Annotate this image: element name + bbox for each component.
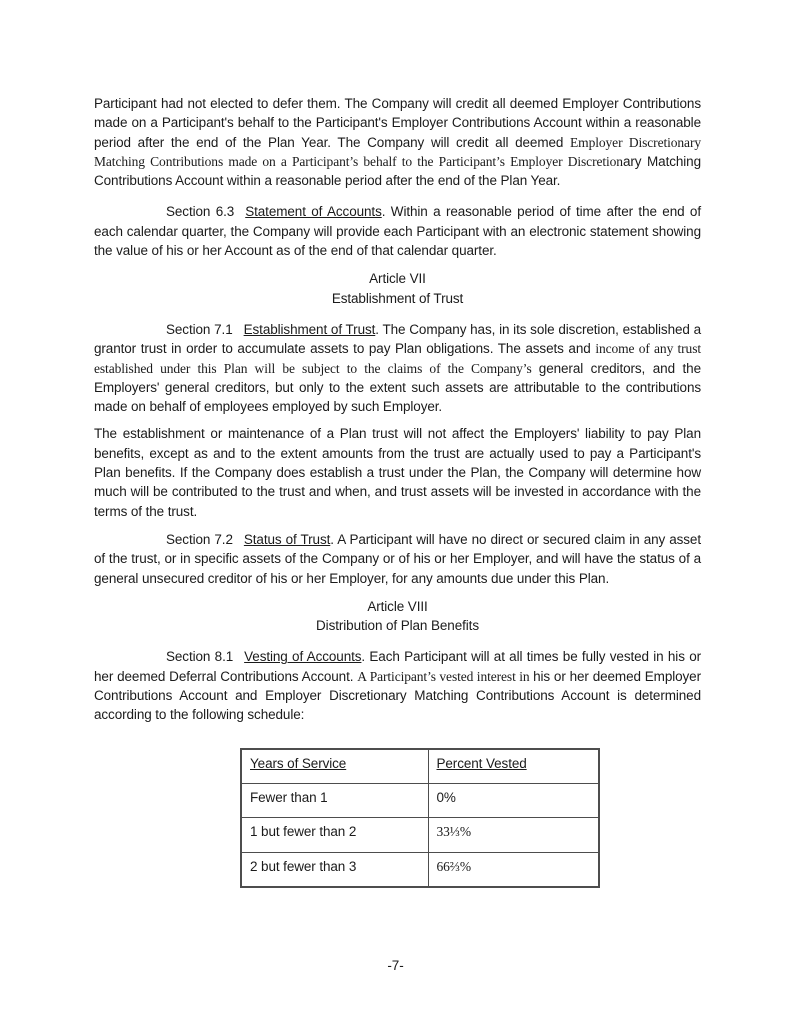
paragraph-text: ary Matching Contributions Account within a reasonable period after the end of the Plan Year. bbox=[94, 153, 701, 189]
document-body bbox=[94, 94, 701, 888]
article-number: Article VIII bbox=[367, 598, 428, 614]
table-cell-percent: 66⅔% bbox=[428, 852, 599, 887]
section-text: . Each Participant will at all times be fully vested in his or her deemed Deferral Contributions Account. bbox=[94, 649, 701, 684]
section-text: general creditors, and the Employers' general creditors, but only to the extent such assets are attributable to the contributions made on behalf of employees employed by such Employer. bbox=[94, 360, 701, 415]
section-label: Section 7.1 bbox=[166, 321, 233, 337]
table-cell-percent: 0% bbox=[428, 783, 599, 817]
section-text: . The Company has, in its sole discretion, established a grantor trust in order to accumulate assets to pay Plan obligations. The assets and bbox=[94, 321, 702, 357]
table-cell-percent: 33⅓% bbox=[428, 818, 599, 852]
section-text-serif: income of any trust established under this Plan will be subject to the claims of the Company’s bbox=[94, 341, 701, 376]
paragraph-text: Participant had not elected to defer them. The Company will credit all deemed Employer Contributions made on a Participant's behalf to the Participant's Employer Contributions Account within a reasonable period after the end of the Plan Year. The Company will credit all deemed bbox=[94, 96, 701, 150]
section-label: Section 7.2 bbox=[166, 531, 233, 547]
article-7-heading bbox=[94, 269, 701, 308]
section-text: his or her deemed Employer Contributions Account and Employer Discretionary Matching Contributions Account is determined according to the following schedule: bbox=[94, 668, 701, 723]
paragraph-trust-maintenance bbox=[94, 424, 701, 520]
paragraph-text: The establishment or maintenance of a Plan trust will not affect the Employers' liability to pay Plan benefits, except as and to the extent amounts from the trust are actually used to pay a Participant's Plan benefits. If the Company does establish a trust under the Plan, the Company will determine how much will be contributed to the trust and when, and trust assets will be invested in accordance with the terms of the trust. bbox=[94, 426, 701, 519]
table-header-row bbox=[241, 749, 599, 784]
section-title: Establishment of Trust bbox=[243, 321, 376, 337]
section-title: Statement of Accounts bbox=[245, 204, 382, 220]
section-text: . Within a reasonable period of time after the end of each calendar quarter, the Company will provide each Participant with an electronic statement showing the value of his or her Account as of the end of that calendar quarter. bbox=[94, 204, 701, 259]
section-label: Section 8.1 bbox=[166, 649, 234, 665]
table-header-years-of-service bbox=[241, 749, 428, 784]
table-row bbox=[241, 818, 599, 852]
section-7-2 bbox=[94, 530, 701, 588]
section-6-3 bbox=[94, 202, 701, 260]
table-cell-years: 1 but fewer than 2 bbox=[241, 818, 428, 852]
table-cell-years: Fewer than 1 bbox=[241, 783, 428, 817]
table-cell-years: 2 but fewer than 3 bbox=[241, 852, 428, 887]
article-number: Article VII bbox=[369, 271, 426, 287]
section-title: Vesting of Accounts bbox=[244, 649, 362, 665]
section-label: Section 6.3 bbox=[166, 204, 235, 220]
article-title: Establishment of Trust bbox=[331, 290, 464, 306]
section-text-serif: A Participant’s vested interest in bbox=[357, 668, 534, 684]
section-7-1 bbox=[94, 320, 701, 416]
table-header-percent-vested bbox=[428, 749, 599, 784]
column-header-label: Percent Vested bbox=[436, 755, 527, 771]
table-row bbox=[241, 783, 599, 817]
article-8-heading bbox=[94, 597, 701, 636]
page-number: -7- bbox=[387, 958, 404, 973]
article-title: Distribution of Plan Benefits bbox=[316, 618, 479, 634]
section-8-1 bbox=[94, 647, 701, 724]
column-header-label: Years of Service bbox=[250, 755, 347, 771]
paragraph-deemed-contributions bbox=[94, 94, 701, 190]
vesting-schedule-table bbox=[240, 748, 600, 888]
section-title: Status of Trust bbox=[243, 531, 331, 547]
paragraph-text-serif: Employer Discretionary Matching Contributions made on a Participant’s behalf to the Participant’s Employer Discretion bbox=[94, 134, 701, 169]
table-row bbox=[241, 852, 599, 887]
section-text: . A Participant will have no direct or secured claim in any asset of the trust, or in specific assets of the Company or of his or her Employer, and will have the status of a general unsecured creditor of his or her Employer, for any amounts due under this Plan. bbox=[94, 531, 701, 586]
